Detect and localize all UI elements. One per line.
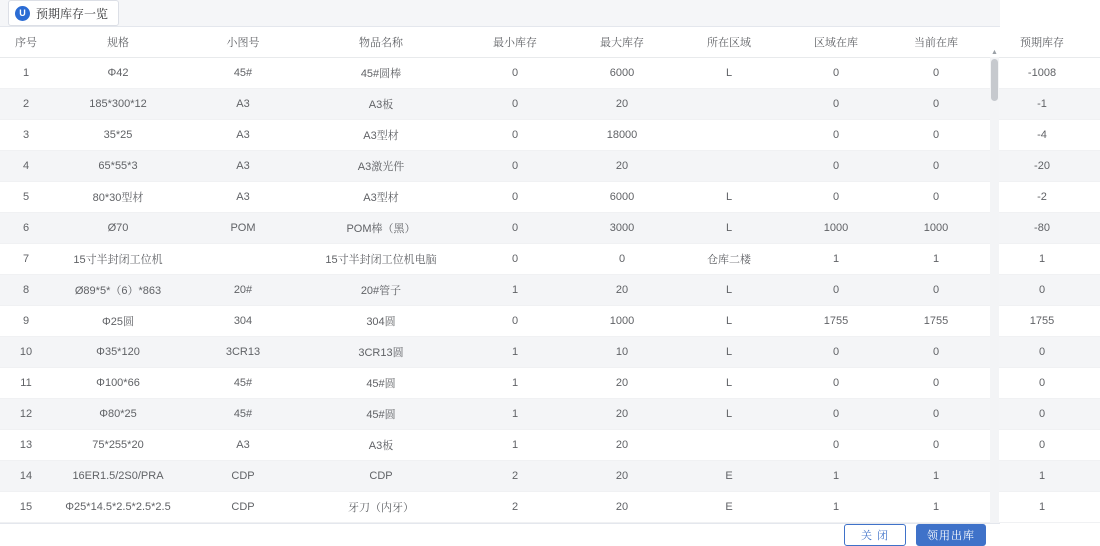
table-cell: 14 — [0, 460, 52, 491]
table-cell: 304 — [184, 305, 302, 336]
table-cell: E — [674, 491, 784, 522]
table-cell: CDP — [302, 460, 460, 491]
table-cell: 185*300*12 — [52, 88, 184, 119]
table-cell: 0 — [460, 57, 570, 88]
table-cell: 11 — [0, 367, 52, 398]
inventory-table — [0, 27, 1100, 523]
table-cell: 1 — [784, 460, 888, 491]
table-cell: Φ25圆 — [52, 305, 184, 336]
table-cell: 8 — [0, 274, 52, 305]
table-cell: Φ25*14.5*2.5*2.5*2.5 — [52, 491, 184, 522]
issue-out-button[interactable]: 领用出库 — [916, 524, 986, 546]
table-cell: -1 — [984, 88, 1100, 119]
table-cell: 0 — [784, 57, 888, 88]
table-cell: Ø89*5*（6）*863 — [52, 274, 184, 305]
table-cell: 1 — [888, 243, 984, 274]
table-header — [0, 27, 1100, 57]
table-cell: E — [674, 460, 784, 491]
table-cell: 20# — [184, 274, 302, 305]
table-cell: 20 — [570, 274, 674, 305]
table-cell: 0 — [888, 367, 984, 398]
table-cell: Φ80*25 — [52, 398, 184, 429]
table-header-row — [0, 27, 1100, 57]
table-cell: 1 — [460, 398, 570, 429]
table-row[interactable] — [0, 181, 1100, 212]
table-cell — [674, 150, 784, 181]
table-cell: 45#圆 — [302, 398, 460, 429]
column-header-seq[interactable]: 序号 — [0, 27, 52, 57]
table-cell: Ø70 — [52, 212, 184, 243]
table-cell: 3CR13圆 — [302, 336, 460, 367]
table-cell: 1000 — [570, 305, 674, 336]
table-cell: 15寸半封闭工位机电脑 — [302, 243, 460, 274]
table-cell: 1 — [784, 491, 888, 522]
user-circle-icon: U — [15, 6, 30, 21]
table-row[interactable] — [0, 460, 1100, 491]
table-row[interactable] — [0, 491, 1100, 522]
table-cell: 1 — [0, 57, 52, 88]
table-row[interactable] — [0, 57, 1100, 88]
column-header-max-stock[interactable]: 最大库存 — [570, 27, 674, 57]
table-cell: 0 — [888, 88, 984, 119]
table-cell: 0 — [784, 88, 888, 119]
table-cell: 45# — [184, 57, 302, 88]
table-cell: CDP — [184, 491, 302, 522]
table-cell: 304圆 — [302, 305, 460, 336]
table-row[interactable] — [0, 336, 1100, 367]
table-cell — [184, 243, 302, 274]
table-cell: -20 — [984, 150, 1100, 181]
table-cell: L — [674, 398, 784, 429]
table-cell: 1 — [460, 336, 570, 367]
table-cell: 0 — [984, 429, 1100, 460]
table-cell: -2 — [984, 181, 1100, 212]
column-header-current-stock[interactable]: 当前在库 — [888, 27, 984, 57]
table-cell: Φ42 — [52, 57, 184, 88]
window-titlebar — [0, 0, 1000, 27]
column-header-min-stock[interactable]: 最小库存 — [460, 27, 570, 57]
table-cell: 0 — [460, 243, 570, 274]
table-cell: 1 — [984, 460, 1100, 491]
column-header-area[interactable]: 所在区域 — [674, 27, 784, 57]
table-cell: A3激光件 — [302, 150, 460, 181]
table-cell: 0 — [888, 429, 984, 460]
footer-toolbar — [0, 523, 1000, 546]
table-cell: 4 — [0, 150, 52, 181]
table-cell: 18000 — [570, 119, 674, 150]
table-cell: 6000 — [570, 181, 674, 212]
table-cell: A3 — [184, 119, 302, 150]
table-cell: L — [674, 274, 784, 305]
table-cell: 20 — [570, 491, 674, 522]
table-cell: 45#圆 — [302, 367, 460, 398]
table-cell: 1 — [984, 491, 1100, 522]
table-cell: -4 — [984, 119, 1100, 150]
table-row[interactable] — [0, 243, 1100, 274]
table-cell: 1755 — [784, 305, 888, 336]
table-cell: 0 — [888, 57, 984, 88]
column-header-drawing-no[interactable]: 小图号 — [184, 27, 302, 57]
table-cell: 2 — [0, 88, 52, 119]
table-cell: 0 — [984, 367, 1100, 398]
table-cell: POM — [184, 212, 302, 243]
table-cell: 0 — [784, 181, 888, 212]
table-cell: L — [674, 305, 784, 336]
table-cell: 0 — [888, 274, 984, 305]
table-cell: A3板 — [302, 88, 460, 119]
close-button[interactable]: 关 闭 — [844, 524, 906, 546]
table-cell: 6000 — [570, 57, 674, 88]
table-cell: 仓库二楼 — [674, 243, 784, 274]
table-cell: 20 — [570, 398, 674, 429]
table-cell — [674, 88, 784, 119]
table-cell: 10 — [570, 336, 674, 367]
column-header-spec[interactable]: 规格 — [52, 27, 184, 57]
table-cell: 6 — [0, 212, 52, 243]
tab-label: 预期库存一览 — [36, 6, 109, 21]
table-cell: L — [674, 212, 784, 243]
table-cell: 0 — [460, 150, 570, 181]
table-cell: 15 — [0, 491, 52, 522]
table-cell: 0 — [784, 119, 888, 150]
table-cell: 20 — [570, 460, 674, 491]
table-cell: POM棒（黑） — [302, 212, 460, 243]
scrollbar-thumb[interactable] — [991, 59, 998, 101]
table-cell: 20 — [570, 429, 674, 460]
table-cell: A3 — [184, 429, 302, 460]
table-cell — [674, 119, 784, 150]
table-cell: 1755 — [888, 305, 984, 336]
table-cell: 0 — [888, 119, 984, 150]
table-cell: 20#管子 — [302, 274, 460, 305]
table-cell: 3CR13 — [184, 336, 302, 367]
table-body — [0, 57, 1100, 522]
table-cell: 20 — [570, 367, 674, 398]
table-row[interactable] — [0, 150, 1100, 181]
table-cell: 1 — [784, 243, 888, 274]
table-cell: A3板 — [302, 429, 460, 460]
table-cell: A3 — [184, 150, 302, 181]
table-row[interactable] — [0, 429, 1100, 460]
table-cell: 0 — [888, 398, 984, 429]
table-cell: 0 — [888, 181, 984, 212]
table-cell: 9 — [0, 305, 52, 336]
inventory-table-container — [0, 27, 1064, 523]
table-cell: 2 — [460, 460, 570, 491]
table-cell: A3型材 — [302, 181, 460, 212]
table-cell: 1 — [984, 243, 1100, 274]
table-cell: 0 — [984, 274, 1100, 305]
table-row[interactable] — [0, 274, 1100, 305]
table-row[interactable] — [0, 88, 1100, 119]
table-cell: 75*255*20 — [52, 429, 184, 460]
table-cell: L — [674, 57, 784, 88]
table-cell: 1000 — [888, 212, 984, 243]
table-cell: 1 — [460, 274, 570, 305]
table-cell: 1755 — [984, 305, 1100, 336]
table-cell: 0 — [570, 243, 674, 274]
table-row[interactable] — [0, 305, 1100, 336]
table-cell: 5 — [0, 181, 52, 212]
table-cell — [674, 429, 784, 460]
table-cell: 20 — [570, 150, 674, 181]
table-cell: 10 — [0, 336, 52, 367]
table-cell: 45# — [184, 367, 302, 398]
table-cell: 7 — [0, 243, 52, 274]
table-cell: 0 — [784, 336, 888, 367]
tab-predicted-inventory[interactable] — [8, 0, 119, 26]
table-row[interactable] — [0, 119, 1100, 150]
table-cell: 0 — [460, 305, 570, 336]
table-cell: 0 — [460, 88, 570, 119]
table-cell: 20 — [570, 88, 674, 119]
table-cell: 2 — [460, 491, 570, 522]
table-cell: L — [674, 367, 784, 398]
table-cell: L — [674, 181, 784, 212]
table-cell: 0 — [460, 119, 570, 150]
table-cell: 12 — [0, 398, 52, 429]
table-cell: 0 — [460, 181, 570, 212]
table-cell: 1 — [460, 367, 570, 398]
table-cell: 0 — [784, 274, 888, 305]
table-cell: L — [674, 336, 784, 367]
table-cell: 0 — [784, 367, 888, 398]
table-cell: 1 — [888, 491, 984, 522]
table-cell: 3 — [0, 119, 52, 150]
table-cell: 0 — [984, 398, 1100, 429]
table-cell: 0 — [784, 398, 888, 429]
table-cell: 15寸半封闭工位机 — [52, 243, 184, 274]
table-row[interactable] — [0, 367, 1100, 398]
table-cell: 1 — [460, 429, 570, 460]
table-cell: 45# — [184, 398, 302, 429]
column-header-item-name[interactable]: 物品名称 — [302, 27, 460, 57]
table-cell: 0 — [888, 150, 984, 181]
table-cell: 0 — [984, 336, 1100, 367]
column-header-expected-stock[interactable]: 预期库存 — [984, 27, 1100, 57]
table-cell: 65*55*3 — [52, 150, 184, 181]
table-cell: Φ100*66 — [52, 367, 184, 398]
table-cell: 0 — [460, 212, 570, 243]
column-header-area-stock[interactable]: 区域在库 — [784, 27, 888, 57]
table-row[interactable] — [0, 212, 1100, 243]
table-cell: 1 — [888, 460, 984, 491]
table-cell: 3000 — [570, 212, 674, 243]
table-row[interactable] — [0, 398, 1100, 429]
table-cell: 35*25 — [52, 119, 184, 150]
table-cell: 1000 — [784, 212, 888, 243]
table-cell: CDP — [184, 460, 302, 491]
table-cell: 80*30型材 — [52, 181, 184, 212]
table-cell: 16ER1.5/2S0/PRA — [52, 460, 184, 491]
table-cell: 0 — [888, 336, 984, 367]
table-cell: 13 — [0, 429, 52, 460]
table-cell: 0 — [784, 429, 888, 460]
table-cell: 0 — [784, 150, 888, 181]
table-cell: 牙刀（内牙） — [302, 491, 460, 522]
scroll-up-arrow-icon[interactable]: ▲ — [991, 49, 998, 56]
table-cell: -80 — [984, 212, 1100, 243]
table-cell: 45#圆棒 — [302, 57, 460, 88]
table-cell: -1008 — [984, 57, 1100, 88]
vertical-scrollbar[interactable] — [990, 49, 999, 523]
table-cell: A3型材 — [302, 119, 460, 150]
table-cell: A3 — [184, 181, 302, 212]
table-cell: Φ35*120 — [52, 336, 184, 367]
table-cell: A3 — [184, 88, 302, 119]
